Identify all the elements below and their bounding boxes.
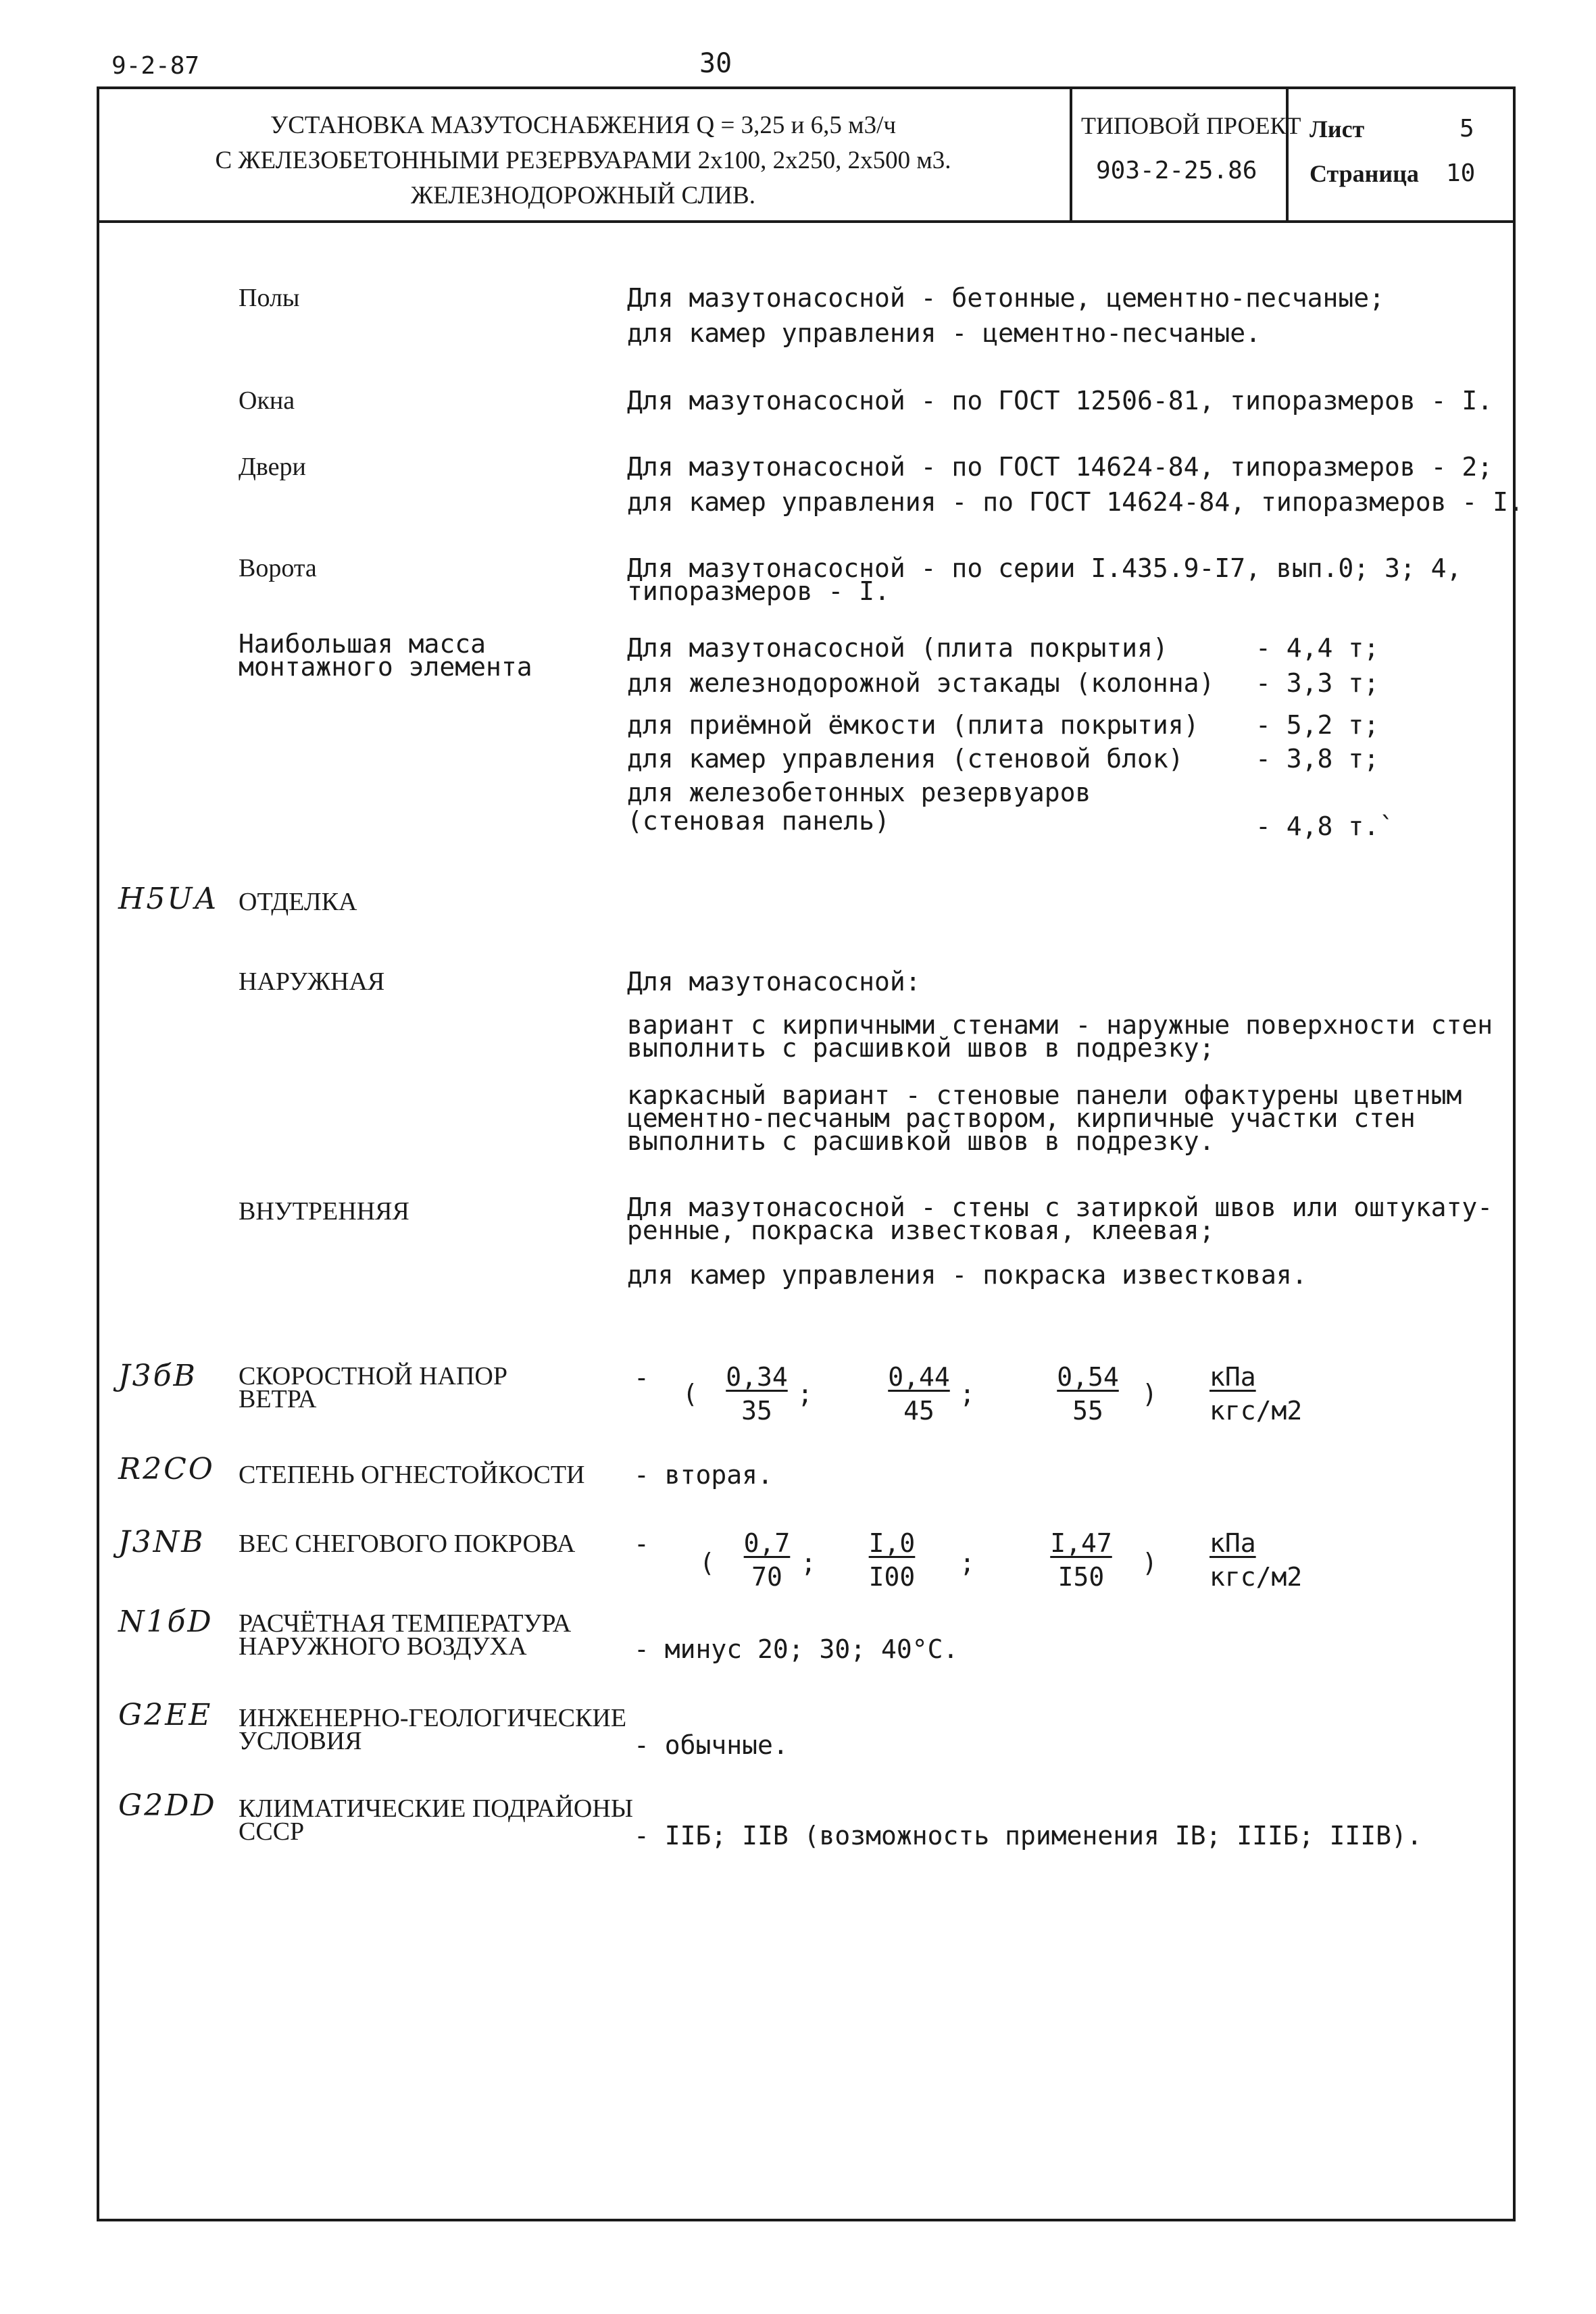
wind-label-line: ВЕТРА [239,1385,317,1413]
wind-unit: кПа кгс/м2 [1210,1362,1303,1426]
temp-label-line: НАРУЖНОГО ВОЗДУХА [239,1632,527,1661]
page-value: 10 [1446,159,1476,187]
finish-text: Для мазутонасосной - стены с затиркой швов или оштукату- [627,1192,1493,1222]
snow-unit: кПа кгс/м2 [1210,1528,1303,1592]
finish-text: ренные, покраска известковая, клеевая; [627,1215,1215,1245]
stamp-title-line: С ЖЕЛЕЗОБЕТОННЫМИ РЕЗЕРВУАРАМИ 2х100, 2х250, 2х500 м3. [215,147,951,174]
stamp-divider-1 [1070,86,1072,222]
geo-label-line: УСЛОВИЯ [239,1727,362,1755]
geo-label [239,1704,627,1755]
mass-label-line: Наибольшая масса [239,629,487,659]
finish-text: Для мазутонасосной: [627,967,921,997]
mass-value: - 4,4 т; [1255,633,1380,663]
fire-label: СТЕПЕНЬ ОГНЕСТОЙКОСТИ [239,1461,585,1489]
snow-label: ВЕС СНЕГОВОГО ПОКРОВА [239,1530,576,1558]
mass-value: - 4,8 т.` [1255,811,1395,841]
stamp-title-line: ЖЕЛЕЗНОДОРОЖНЫЙ СЛИВ. [411,182,755,209]
snow-dash: - [634,1529,649,1559]
row-text: типоразмеров - I. [627,576,890,606]
document-code: 9-2-87 [111,52,200,80]
temp-value: - минус 20; 30; 40°С. [634,1634,959,1664]
sheet-value: 5 [1460,115,1474,143]
row-text: Для мазутонасосной - по ГОСТ 12506-81, типоразмеров - I. [627,386,1493,416]
finish-inner-label: ВНУТРЕННЯЯ [239,1197,409,1226]
handwritten-code: R2СО [118,1452,215,1486]
mass-value: - 3,8 т; [1255,744,1380,774]
row-text: Для мазутонасосной - по серии I.435.9-I7, вып.0; 3; 4, [627,553,1462,583]
geo-label-line: ИНЖЕНЕРНО-ГЕОЛОГИЧЕСКИЕ [239,1704,627,1732]
page-label: Страница [1310,160,1419,187]
stamp-title [97,108,1070,213]
handwritten-code: G2ЕЕ [118,1698,213,1732]
climate-label-line: КЛИМАТИЧЕСКИЕ ПОДРАЙОНЫ [239,1794,633,1823]
finish-text: выполнить с расшивкой швов в подрезку; [627,1033,1215,1063]
mass-item: для железобетонных резервуаров [627,778,1091,807]
temp-label-line: РАСЧЁТНАЯ ТЕМПЕРАТУРА [239,1609,572,1638]
handwritten-code: J3бВ [118,1359,197,1393]
climate-label-line: СССР [239,1817,305,1846]
mass-value: - 5,2 т; [1255,710,1380,740]
handwritten-code: J3NВ [118,1525,205,1559]
handwritten-code: G2DD [118,1788,217,1823]
finish-outer-label: НАРУЖНАЯ [239,967,385,996]
project-number: 903-2-25.86 [1096,157,1257,184]
mass-item: для приёмной ёмкости (плита покрытия) [627,710,1199,740]
mass-label [239,629,532,682]
fire-value: - вторая. [634,1460,773,1490]
climate-label [239,1794,633,1846]
wind-fraction: $\frac{0,54}{55}$ [1057,1362,1119,1426]
row-text: Для мазутонасосной - по ГОСТ 14624-84, типоразмеров - 2; [627,452,1493,482]
mass-item: для железнодорожной эстакады (колонна) [627,668,1215,698]
row-text: Для мазутонасосной - бетонные, цементно-песчаные; [627,283,1385,313]
mass-label-line: монтажного элемента [239,652,532,682]
handwritten-code: N1бD [118,1605,214,1639]
finish-text: вариант с кирпичными стенами - наружные поверхности стен [627,1010,1493,1040]
snow-fraction: $\frac{I,0}{I00}$ [868,1528,916,1592]
snow-fraction: $\frac{0,7}{70}$ [743,1528,791,1592]
row-label-doors: Двери [239,453,306,481]
row-label-gates: Ворота [239,554,317,582]
page-number: 30 [699,48,732,79]
row-text: для камер управления - по ГОСТ 14624-84, типоразмеров - I. [627,487,1524,517]
snow-fraction: $\frac{I,47}{I50}$ [1050,1528,1112,1592]
mass-item: Для мазутонасосной (плита покрытия) [627,633,1168,663]
handwritten-code: Н5UА [118,882,219,916]
wind-fraction: $\frac{0,44}{45}$ [888,1362,950,1426]
mass-item: для камер управления (стеновой блок) [627,744,1184,774]
geo-value: - обычные. [634,1730,789,1760]
row-label-floors: Полы [239,284,300,312]
wind-label [239,1362,507,1413]
temp-label [239,1609,572,1661]
finish-text: для камер управления - покраска известковая. [627,1260,1307,1290]
row-text: для камер управления - цементно-песчаные. [627,318,1261,348]
mass-item: (стеновая панель) [627,806,890,836]
finish-title: ОТДЕЛКА [239,888,357,916]
finish-text: каркасный вариант - стеновые панели офактурены цветным [627,1080,1462,1110]
wind-dash: - [634,1363,649,1392]
stamp-title-line: УСТАНОВКА МАЗУТОСНАБЖЕНИЯ Q = 3,25 и 6,5 м3/ч [270,111,896,139]
climate-value: - IIБ; IIВ (возможность применения IВ; IIIБ; IIIВ). [634,1821,1422,1851]
row-label-windows: Окна [239,386,295,415]
finish-text: цементно-песчаным раствором, кирпичные участки стен [627,1103,1416,1133]
wind-label-line: СКОРОСТНОЙ НАПОР [239,1362,507,1390]
sheet-label: Лист [1310,116,1365,143]
mass-value: - 3,3 т; [1255,668,1380,698]
stamp-bottom-rule [97,220,1516,223]
project-label: ТИПОВОЙ ПРОЕКТ [1081,112,1301,139]
finish-text: выполнить с расшивкой швов в подрезку. [627,1126,1215,1156]
stamp-divider-2 [1286,86,1289,222]
wind-fraction: $\frac{0,34}{35}$ [726,1362,788,1426]
